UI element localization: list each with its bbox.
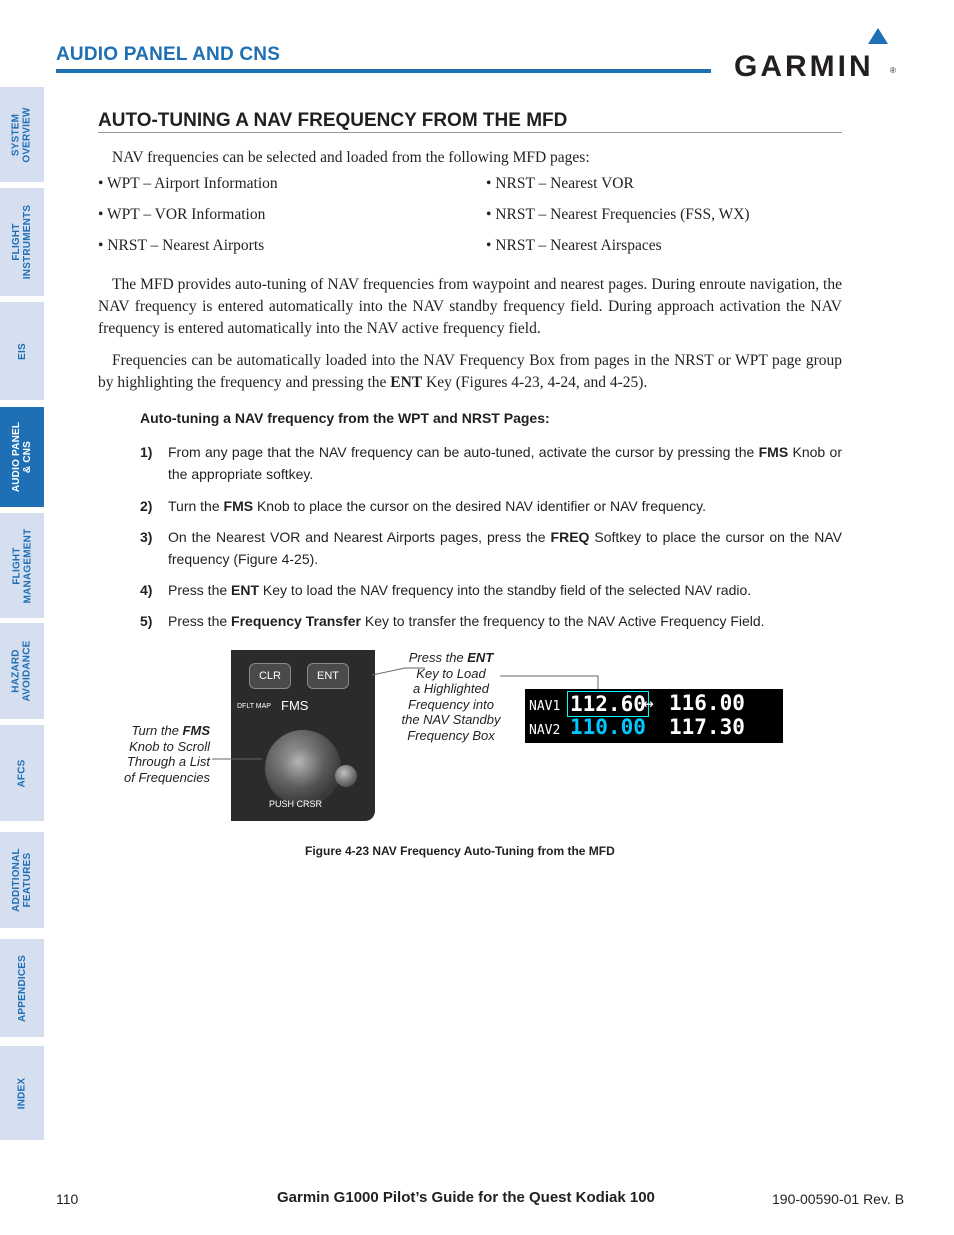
nav2-label: NAV2 <box>529 723 561 738</box>
step-text: Softkey to place the cursor on the NAV frequency (Figure 4-25). <box>168 529 842 567</box>
key-name: ENT <box>390 374 423 391</box>
registered-mark: ® <box>890 66 896 75</box>
footer-title: Garmin G1000 Pilot’s Guide for the Quest Kodiak 100 <box>277 1189 655 1206</box>
ent-callout <box>398 650 504 743</box>
sidebar-tab-index[interactable] <box>0 1046 44 1140</box>
sidebar-tab-label: APPENDICES <box>16 954 28 1022</box>
callout-text: Press the <box>408 650 468 665</box>
step-text: From any page that the NAV frequency can be auto-tuned, activate the cursor by pressing the <box>168 444 759 460</box>
paragraph-text: Frequencies can be automatically loaded into the NAV Frequency Box from pages in the NRST or WPT page group by highlighting the frequency and pressing the <box>98 352 842 391</box>
swap-arrow-icon: ↔ <box>643 693 654 714</box>
step-text: On the Nearest VOR and Nearest Airports pages, press the <box>168 529 551 545</box>
section-header: AUDIO PANEL AND CNS <box>56 44 281 65</box>
nav-frequency-box <box>525 689 783 743</box>
body-paragraph <box>98 350 842 394</box>
push-crsr-label: PUSH CRSR <box>269 799 323 809</box>
sidebar-tab-label: INDEX <box>16 1077 28 1109</box>
list-item: • NRST – Nearest VOR <box>486 175 634 192</box>
paragraph-text: Key (Figures 4-23, 4-24, and 4-25). <box>422 374 648 391</box>
list-item: • NRST – Nearest Airports <box>98 237 265 254</box>
sidebar-tab-label: AFCS <box>16 758 28 788</box>
sidebar-tab-hazard-avoidance[interactable] <box>0 623 44 719</box>
key-name: Frequency Transfer <box>231 613 361 629</box>
list-item: • WPT – VOR Information <box>98 206 266 223</box>
small-knob-icon <box>335 765 357 787</box>
step-text: Key to transfer the frequency to the NAV Active Frequency Field. <box>360 613 765 629</box>
figure-caption: Figure 4-23 NAV Frequency Auto-Tuning from the MFD <box>305 844 615 858</box>
step-text: Press the <box>168 582 232 598</box>
procedure-step <box>140 441 842 485</box>
callout-text: Turn the <box>131 723 183 738</box>
step-number: 3) <box>140 529 153 545</box>
list-item: • WPT – Airport Information <box>98 175 278 192</box>
sidebar-tab-label: EIS <box>16 342 28 360</box>
sidebar-tab-label: FLIGHT INSTRUMENTS <box>11 204 34 280</box>
step-number: 4) <box>140 582 153 598</box>
nav1-active-frequency: 116.00 <box>669 691 745 715</box>
nav2-standby-frequency[interactable]: 110.00 <box>570 715 646 739</box>
key-name: FMS <box>758 444 789 460</box>
procedure-step <box>140 610 842 632</box>
clr-key[interactable]: CLR <box>249 663 291 689</box>
fms-callout <box>112 723 210 785</box>
garmin-logo: GARMIN <box>734 50 874 83</box>
sidebar-tab-system-overview[interactable] <box>0 87 44 182</box>
sidebar-tab-label: SYSTEM OVERVIEW <box>11 106 34 163</box>
key-name: ENT <box>231 582 260 598</box>
procedure-step <box>140 495 842 517</box>
document-number: 190-00590-01 Rev. B <box>772 1191 905 1207</box>
fms-inner-knob[interactable] <box>281 746 325 790</box>
sidebar-tab-label: FLIGHT MANAGEMENT <box>11 528 33 603</box>
intro-paragraph: NAV frequencies can be selected and loaded from the following MFD pages: <box>112 149 590 166</box>
step-number: 5) <box>140 613 153 629</box>
dflt-map-label: DFLT MAP <box>237 703 271 710</box>
fms-label: FMS <box>281 698 309 713</box>
step-text: Key to load the NAV frequency into the standby field of the selected NAV radio. <box>259 582 752 598</box>
nav1-standby-frequency[interactable]: 112.60 <box>567 691 649 717</box>
body-paragraph: The MFD provides auto-tuning of NAV frequencies from waypoint and nearest pages. During enroute navigation, the NAV frequency is entered automatically into the NAV standby frequency field. During approach activation the NAV frequency is entered automatically into the NAV active frequency field. <box>98 276 842 337</box>
list-item: • NRST – Nearest Frequencies (FSS, WX) <box>486 206 750 223</box>
key-name: FREQ <box>550 529 590 545</box>
sidebar-tab-audio-panel-cns[interactable] <box>0 407 44 507</box>
step-text: Knob to place the cursor on the desired NAV identifier or NAV frequency. <box>253 498 706 514</box>
procedure-step <box>140 526 842 570</box>
nav1-label: NAV1 <box>529 699 561 714</box>
sidebar-tab-label: HAZARD AVOIDANCE <box>11 640 34 702</box>
step-text: Turn the <box>168 498 224 514</box>
callout-text: Key to Load a Highlighted Frequency into the NAV Standby Frequency Box <box>401 665 501 743</box>
nav2-active-frequency: 117.30 <box>669 715 745 739</box>
garmin-triangle-icon <box>868 28 888 44</box>
sidebar-tab-additional-features[interactable] <box>0 832 44 928</box>
fms-knob[interactable] <box>265 730 341 806</box>
key-name: FMS <box>223 498 254 514</box>
mfd-control-panel <box>231 650 375 821</box>
title-rule <box>98 132 842 133</box>
step-number: 2) <box>140 498 153 514</box>
list-item: • NRST – Nearest Airspaces <box>486 237 662 254</box>
sidebar-tab-label: ADDITIONAL FEATURES <box>11 848 34 912</box>
sidebar-tab-flight-management[interactable] <box>0 513 44 618</box>
ent-key[interactable]: ENT <box>307 663 349 689</box>
step-text: Knob or the appropriate softkey. <box>168 444 842 482</box>
sidebar-tab-appendices[interactable] <box>0 939 44 1037</box>
key-name: ENT <box>467 650 494 665</box>
step-number: 1) <box>140 444 153 460</box>
key-name: FMS <box>182 723 210 738</box>
header-rule <box>56 69 711 73</box>
sidebar-tab-eis[interactable] <box>0 302 44 400</box>
step-text: Press the <box>168 613 232 629</box>
procedure-step <box>140 579 842 601</box>
sidebar-tab-flight-instruments[interactable] <box>0 188 44 296</box>
callout-text: Knob to Scroll Through a List of Frequencies <box>124 738 210 785</box>
page-title: AUTO-TUNING A NAV FREQUENCY FROM THE MFD <box>98 110 568 131</box>
sidebar-tab-label: AUDIO PANEL & CNS <box>11 421 34 493</box>
sidebar-tab-afcs[interactable] <box>0 725 44 821</box>
page-number: 110 <box>56 1191 79 1207</box>
procedure-title: Auto-tuning a NAV frequency from the WPT and NRST Pages: <box>140 410 550 426</box>
